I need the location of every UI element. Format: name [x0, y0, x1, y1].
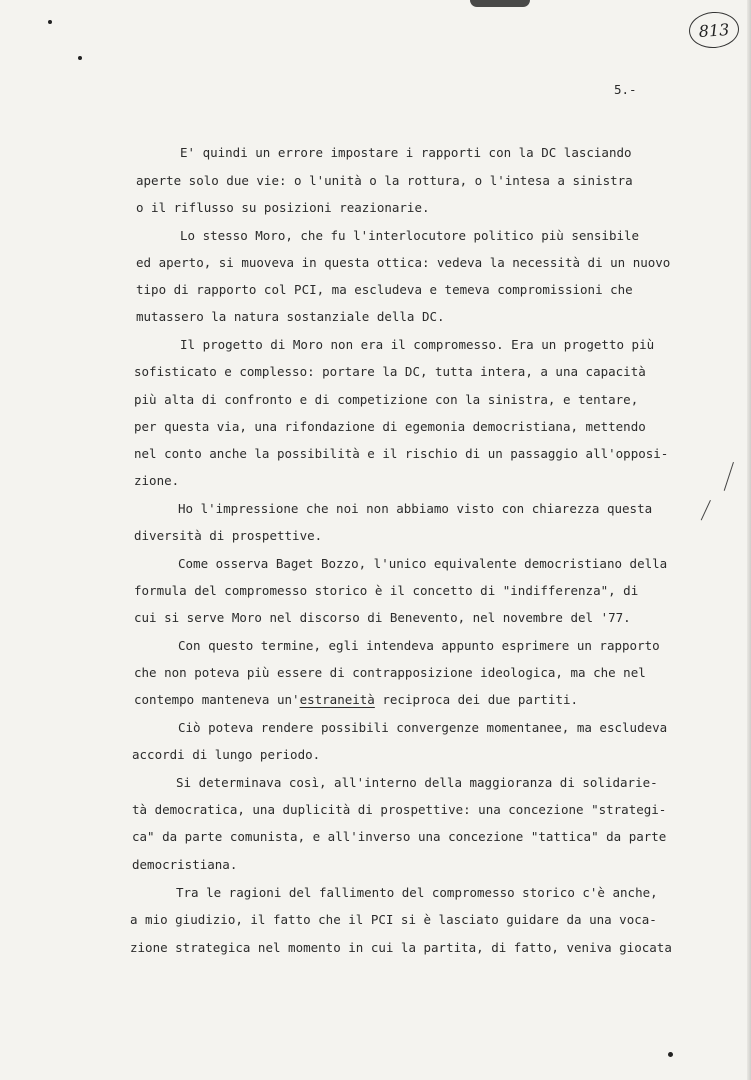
text-line: Si determinava così, all'interno della maggioranza di solidarie-	[176, 775, 658, 790]
underlined-word: estraneità	[299, 692, 375, 707]
text-line: tà democratica, una duplicità di prospettive: una concezione "strategi-	[132, 802, 667, 817]
text-line: Il progetto di Moro non era il compromesso. Era un progetto più	[180, 337, 655, 352]
text-line: aperte solo due vie: o l'unità o la rottura, o l'intesa a sinistra	[136, 173, 633, 188]
text-line: che non poteva più essere di contrapposizione ideologica, ma che nel	[134, 665, 646, 680]
text-line: più alta di confronto e di competizione con la sinistra, e tentare,	[134, 392, 639, 407]
text-line: Tra le ragioni del fallimento del compromesso storico c'è anche,	[176, 885, 658, 900]
archive-stamp-number: 813	[698, 19, 730, 41]
text-line: Come osserva Baget Bozzo, l'unico equivalente democristiano della	[178, 556, 668, 571]
text-line: formula del compromesso storico è il concetto di "indifferenza", di	[134, 583, 639, 598]
text-line: nel conto anche la possibilità e il rischio di un passaggio all'opposi-	[134, 446, 669, 461]
text-line: Ho l'impressione che noi non abbiamo visto con chiarezza questa	[178, 501, 653, 516]
page-number: 5.-	[614, 82, 637, 97]
text-line: accordi di lungo periodo.	[132, 747, 321, 762]
text-line: Lo stesso Moro, che fu l'interlocutore politico più sensibile	[180, 228, 640, 243]
text-fragment: contempo manteneva un'	[134, 692, 300, 707]
text-fragment: reciproca dei due partiti.	[374, 692, 579, 707]
text-line: zione.	[134, 473, 180, 488]
text-line: ca" da parte comunista, e all'inverso una concezione "tattica" da parte	[132, 829, 667, 844]
text-line: diversità di prospettive.	[134, 528, 323, 543]
text-line: Con questo termine, egli intendeva appunto esprimere un rapporto	[178, 638, 660, 653]
text-line: cui si serve Moro nel discorso di Benevento, nel novembre del '77.	[134, 610, 631, 625]
text-line: o il riflusso su posizioni reazionarie.	[136, 200, 430, 215]
text-line: zione strategica nel momento in cui la partita, di fatto, veniva giocata	[130, 940, 672, 955]
text-line	[134, 692, 578, 708]
text-line: E' quindi un errore impostare i rapporti con la DC lasciando	[180, 145, 632, 160]
text-line: per questa via, una rifondazione di egemonia democristiana, mettendo	[134, 419, 646, 434]
scan-edge-shadow	[747, 0, 751, 1080]
text-line: sofisticato e complesso: portare la DC, tutta intera, a una capacità	[134, 364, 646, 379]
text-line: tipo di rapporto col PCI, ma escludeva e temeva compromissioni che	[136, 282, 633, 297]
text-line: democristiana.	[132, 857, 238, 872]
text-line: ed aperto, si muoveva in questa ottica: vedeva la necessità di un nuovo	[136, 255, 671, 270]
text-line: Ciò poteva rendere possibili convergenze momentanee, ma escludeva	[178, 720, 668, 735]
text-line: a mio giudizio, il fatto che il PCI si è lasciato guidare da una voca-	[130, 912, 657, 927]
text-line: mutassero la natura sostanziale della DC.	[136, 309, 445, 324]
